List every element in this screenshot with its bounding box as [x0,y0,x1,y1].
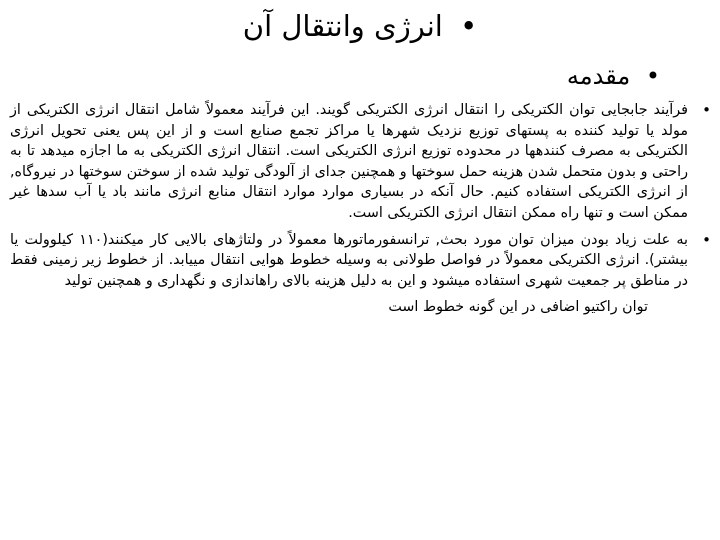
bullet-continuation: توان راکتیو اضافی در این گونه خطوط است [388,299,648,316]
slide-title-text: انرژی وانتقال آن [242,9,443,43]
bullet-item [10,230,713,318]
title-bullet: • [460,9,478,43]
bullet-text: فرآیند جابجایی توان الکتریکی را انتقال انرژی الکتریکی گویند. این فرآیند معمولاً شامل انتقال انرژی الکتریکی از مولد یا تولید کننده به پستهای توزیع نزدیک شهرها یا مراکز تجمع صنایع است و از این پس یعنی تحویل انرژی الکتریکی به مصرف کنندهها در محدوده توزیع انرژی الکتریکی است. انتقال انرژی الکتریکی به ما اجازه میدهد تا به راحتی و بدون متحمل شدن هزینه حمل سوختها و همچنین جدای از آلودگی تولید شده از سوختن سوختها در نیروگاه, از انرژی الکتریکی استفاده کنیم. حال آنکه در بسیاری موارد موارد انتقال منابع انرژی مانند باد یا آب سدها غیر ممکن است و تنها راه ممکن انتقال انرژی الکتریکی است. [10,102,688,221]
bullet-list [10,100,713,324]
slide-subtitle [400,60,660,92]
bullet-dot: • [702,230,711,249]
slide-title [180,6,540,46]
subtitle-bullet: • [645,62,660,90]
bullet-item [10,100,713,224]
slide-subtitle-text: مقدمه [566,62,631,90]
bullet-dot: • [702,101,711,119]
bullet-text: به علت زیاد بودن میزان توان مورد بحث, ترانسفورماتورها معمولاً در ولتاژهای بالایی کار میکنند(۱۱۰ کیلوولت یا بیشتر). انرژی الکتریکی معمولاً در فواصل طولانی به وسیله خطوط هوایی انتقال مییابد. از خطوط زیر زمینی فقط در مناطق پر جمعیت شهری استفاده میشود و این به دلیل هزینه بالای راهاندازی و نگهداری و همچنین تولید [10,231,688,289]
